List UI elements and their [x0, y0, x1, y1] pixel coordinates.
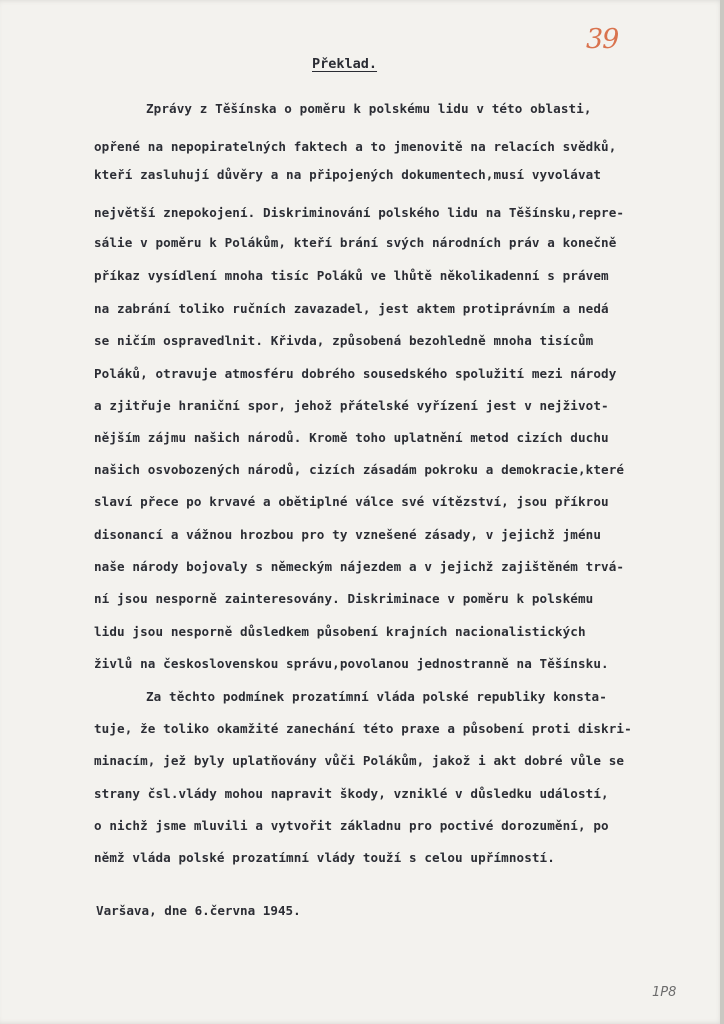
body-line: Za těchto podmínek prozatímní vláda polské republiky konsta-: [146, 689, 607, 704]
body-line: kteří zasluhují důvěry a na připojených dokumentech,musí vyvolávat: [94, 167, 602, 182]
body-line: slaví přece po krvavé a obětiplné válce své vítězství, jsou příkrou: [94, 494, 609, 509]
body-line: opřené na nepopiratelných faktech a to jmenovitě na relacích svědků,: [94, 139, 617, 154]
body-line: strany čsl.vlády mohou napravit škody, vzniklé v důsledku událostí,: [94, 786, 609, 801]
body-line: lidu jsou nesporně důsledkem působení krajních nacionalistických: [94, 624, 586, 639]
body-line: o nichž jsme mluvili a vytvořit základnu pro poctivé dorozumění, po: [94, 818, 609, 833]
body-line: Poláků, otravuje atmosféru dobrého sousedského spolužití mezi národy: [94, 366, 617, 381]
body-line: živlů na československou správu,povolanou jednostranně na Těšínsku.: [94, 656, 609, 671]
body-line: němž vláda polské prozatímní vlády touží s celou upřímností.: [94, 850, 555, 865]
document-title: Překlad.: [312, 56, 378, 72]
body-line: a zjitřuje hraniční spor, jehož přátelské vyřízení jest v nejživot-: [94, 398, 609, 413]
body-line: našich osvobozených národů, cizích zásadám pokroku a demokracie,které: [94, 462, 625, 477]
date-line: Varšava, dne 6.června 1945.: [96, 903, 301, 918]
body-line: Zprávy z Těšínska o poměru k polskému lidu v této oblasti,: [146, 101, 592, 116]
body-line: se ničím ospravedlnit. Křivda, způsobená bezohledně mnoha tisícům: [94, 333, 594, 348]
body-line: naše národy bojovaly s německým nájezdem a v jejichž zajištěném trvá-: [94, 559, 625, 574]
body-line: sálie v poměru k Polákům, kteří brání svých národních práv a konečně: [94, 235, 617, 250]
page-edge: [720, 0, 724, 1024]
body-line: na zabrání toliko ručních zavazadel, jest aktem protiprávním a nedá: [94, 301, 609, 316]
folio-number: 39: [586, 24, 619, 55]
body-line: příkaz vysídlení mnoha tisíc Poláků ve lhůtě několikadenní s právem: [94, 268, 609, 283]
pencil-note: 1P8: [652, 985, 677, 1000]
body-line: disonancí a vážnou hrozbou pro ty vznešené zásady, v jejichž jménu: [94, 527, 602, 542]
body-line: nějším zájmu našich národů. Kromě toho uplatnění metod cizích duchu: [94, 430, 609, 445]
body-line: tuje, že toliko okamžité zanechání této praxe a působení proti diskri-: [94, 721, 632, 736]
body-line: minacím, jež byly uplatňovány vůči Polákům, jakož i akt dobré vůle se: [94, 753, 625, 768]
body-line: ní jsou nesporně zainteresovány. Diskriminace v poměru k polskému: [94, 591, 594, 606]
body-line: největší znepokojení. Diskriminování polského lidu na Těšínsku,repre-: [94, 205, 625, 220]
